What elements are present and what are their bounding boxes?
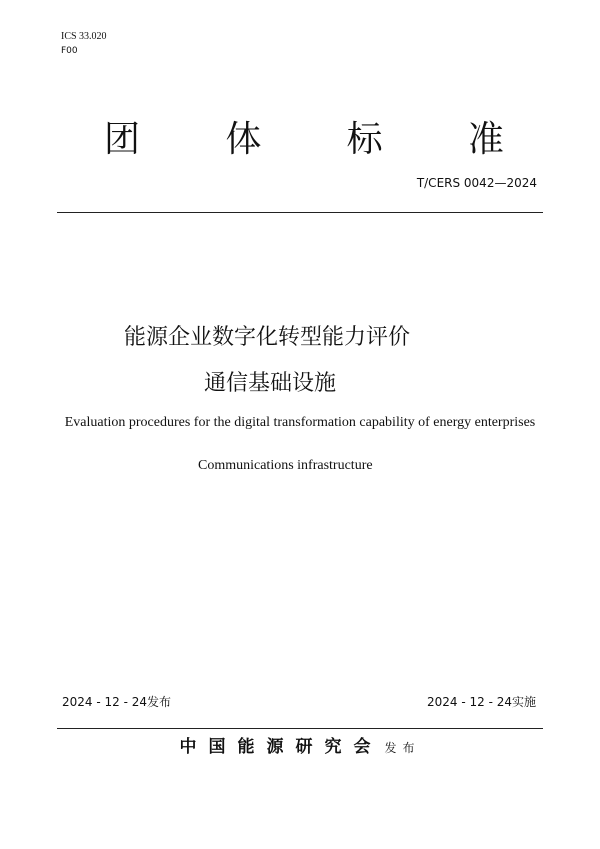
publisher-line (0, 736, 600, 759)
title-chinese-line2: 通信基础设施 (204, 371, 337, 396)
standard-number: T/CERS 0042—2024 (416, 176, 537, 190)
bottom-divider (57, 728, 543, 729)
standard-type-heading (104, 118, 504, 162)
standard-type-char: 准 (467, 119, 504, 160)
publish-date: 2024 - 12 - 24发布 (62, 695, 171, 709)
title-english-line2: Communications infrastructure (198, 458, 373, 473)
title-chinese-line1: 能源企业数字化转型能力评价 (124, 325, 411, 350)
publisher-release: 发布 (384, 741, 421, 755)
implement-date: 2024 - 12 - 24实施 (427, 695, 536, 709)
publisher-name: 中国能源研究会 (179, 737, 383, 757)
title-english-line1: Evaluation procedures for the digital transformation capability of energy enterprises (64, 415, 536, 430)
top-divider (57, 212, 543, 213)
standard-type-char: 体 (225, 119, 262, 160)
standard-type-char: 标 (346, 119, 383, 160)
ccs-code: F00 (61, 46, 78, 56)
ics-code: ICS 33.020 (61, 31, 107, 42)
standard-type-char: 团 (104, 119, 141, 160)
